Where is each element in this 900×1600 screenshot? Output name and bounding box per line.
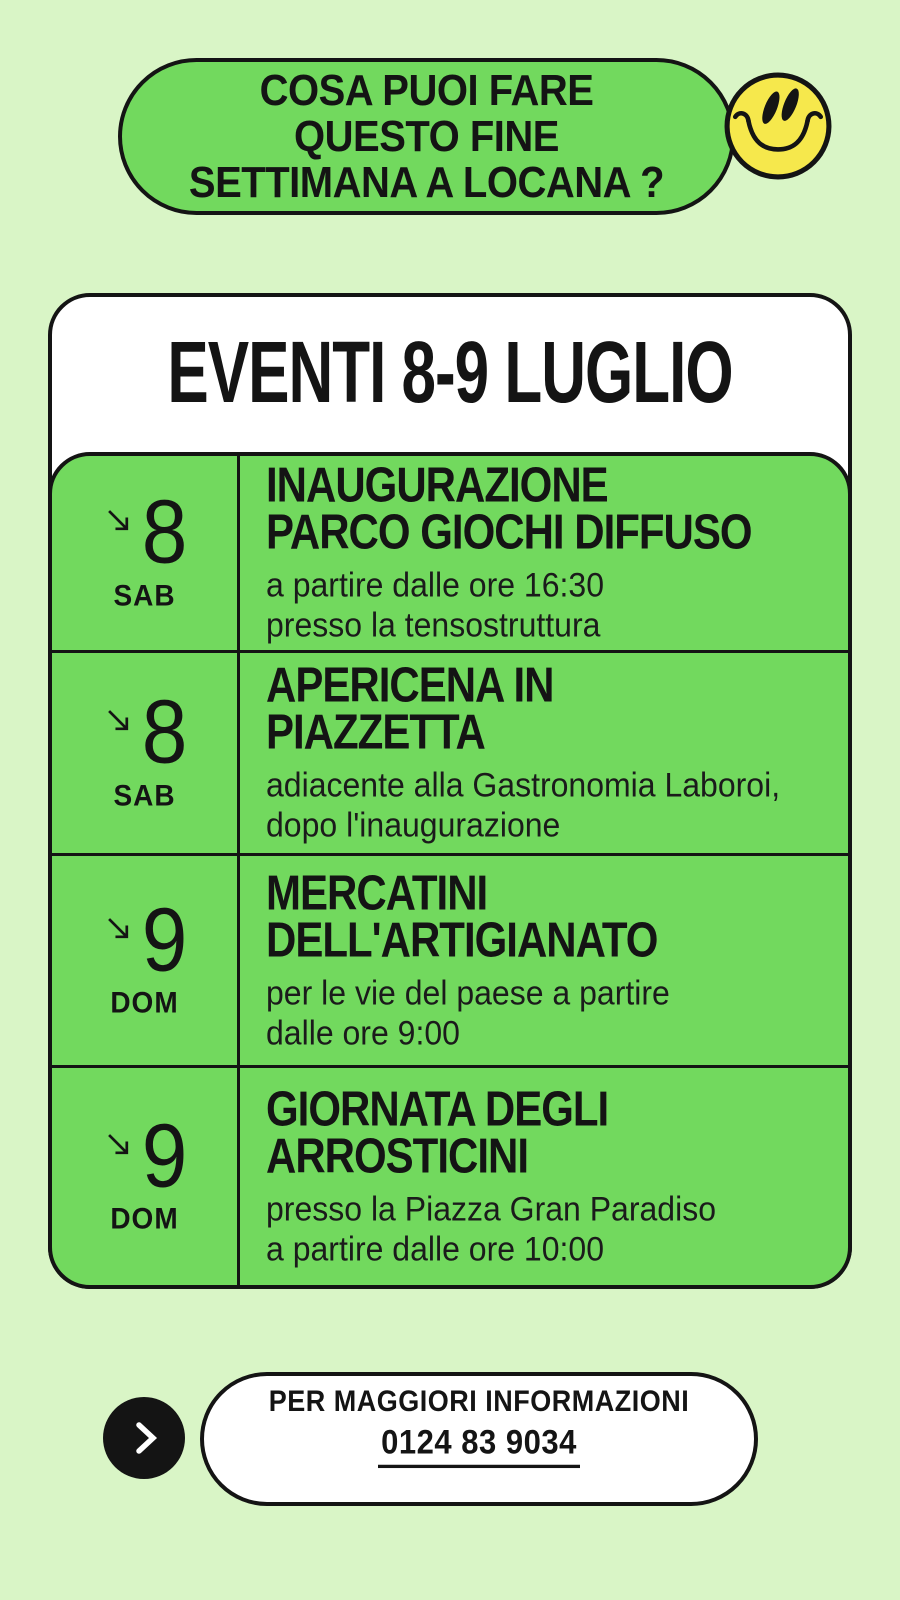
event-row-3 xyxy=(52,856,848,1068)
smiley-face-icon xyxy=(722,70,834,182)
arrow-down-right-icon xyxy=(102,912,136,946)
events-card-title: EVENTI 8-9 LUGLIO xyxy=(167,324,733,422)
event-date-cell xyxy=(52,456,240,650)
event-date-cell xyxy=(52,856,240,1065)
event-day-number: 8 xyxy=(141,682,188,783)
chevron-right-icon xyxy=(126,1418,166,1458)
arrow-down-right-icon xyxy=(102,704,136,738)
event-day-number: 9 xyxy=(141,1105,188,1207)
event-detail-line: dalle ore 9:00 xyxy=(266,1013,460,1052)
event-detail-line: adiacente alla Gastronomia Laboroi, xyxy=(266,765,781,805)
event-date-cell xyxy=(52,1068,240,1285)
event-weekday: SAB xyxy=(113,579,176,612)
event-title-line: APERICENA IN xyxy=(266,656,554,713)
next-arrow-button[interactable] xyxy=(103,1397,185,1479)
events-card-title-wrap xyxy=(52,297,848,449)
event-date-cell xyxy=(52,653,240,853)
event-row-4 xyxy=(52,1068,848,1285)
arrow-down-right-icon xyxy=(102,504,136,538)
arrow-down-right-icon xyxy=(102,1128,136,1162)
event-info-cell xyxy=(240,1068,848,1285)
event-title-line: INAUGURAZIONE xyxy=(266,456,608,513)
header-banner xyxy=(118,58,735,215)
event-day-number: 9 xyxy=(141,889,188,991)
event-title-line: DELL'ARTIGIANATO xyxy=(266,911,658,967)
event-row-2 xyxy=(52,653,848,856)
event-title-line: ARROSTICINI xyxy=(266,1127,528,1183)
event-detail-line: per le vie del paese a partire xyxy=(266,973,670,1012)
event-weekday: SAB xyxy=(113,779,176,812)
event-info-cell xyxy=(240,653,848,853)
events-table xyxy=(48,452,852,1289)
event-weekday: DOM xyxy=(110,986,179,1020)
contact-pill xyxy=(200,1372,758,1506)
event-title-line: PARCO GIOCHI DIFFUSO xyxy=(266,503,752,560)
event-info-cell xyxy=(240,856,848,1065)
event-title-line: PIAZZETTA xyxy=(266,703,485,760)
event-detail-line: a partire dalle ore 16:30 xyxy=(266,565,604,605)
event-title-line: MERCATINI xyxy=(266,864,488,920)
event-weekday: DOM xyxy=(110,1202,179,1236)
event-title-line: GIORNATA DEGLI xyxy=(266,1080,609,1136)
event-detail-line: a partire dalle ore 10:00 xyxy=(266,1229,604,1268)
event-detail-line: presso la Piazza Gran Paradiso xyxy=(266,1189,716,1228)
phone-number-link[interactable]: 0124 83 9034 xyxy=(378,1423,580,1468)
header-line-2: QUESTO FINE xyxy=(294,112,559,161)
header-line-3: SETTIMANA A LOCANA ? xyxy=(188,158,665,207)
event-detail-line: dopo l'inaugurazione xyxy=(266,805,561,845)
event-info-cell xyxy=(240,456,848,650)
event-detail-line: presso la tensostruttura xyxy=(266,605,601,645)
event-row-1 xyxy=(52,456,848,653)
contact-label: PER MAGGIORI INFORMAZIONI xyxy=(268,1384,690,1418)
header-line-1: COSA PUOI FARE xyxy=(259,66,594,115)
event-day-number: 8 xyxy=(141,482,188,583)
